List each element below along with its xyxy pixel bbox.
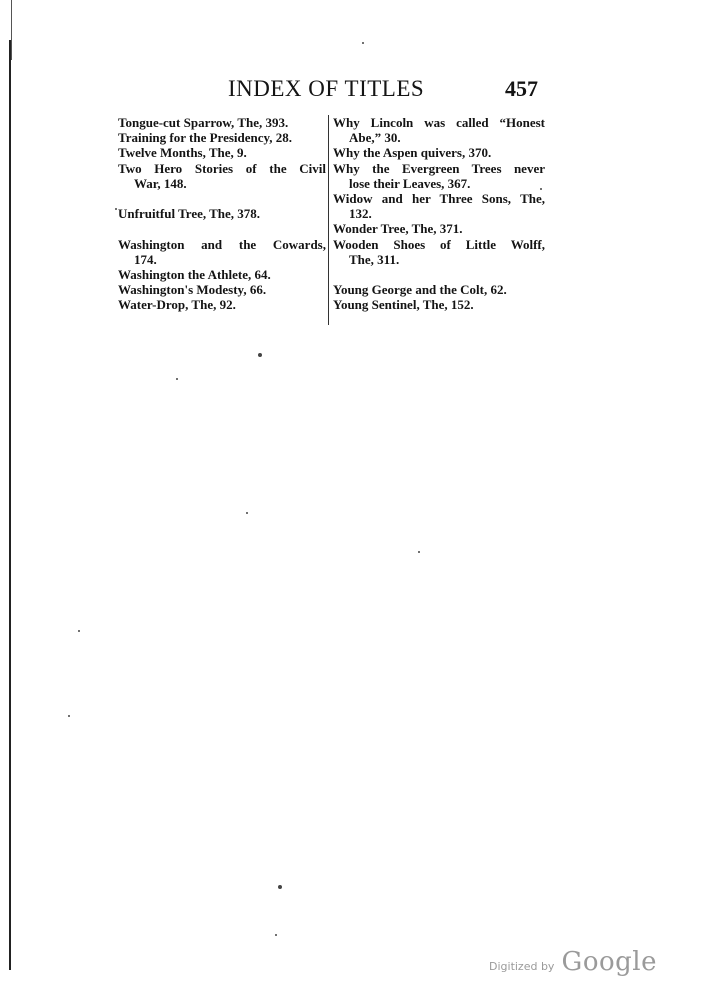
page-edge-shadow <box>9 40 11 970</box>
index-entry-continuation: War, 148. <box>134 175 187 191</box>
index-entry-text: Tongue-cut Sparrow, The, 393. <box>118 115 289 130</box>
index-entry <box>333 145 545 160</box>
index-entry-continuation: 174. <box>134 251 157 267</box>
index-entry <box>118 145 326 160</box>
index-entry-text: Young Sentinel, The, 152. <box>333 297 474 313</box>
index-entry <box>118 130 326 145</box>
index-entry <box>118 297 326 312</box>
index-entry-text: Wooden Shoes of Little Wolff, <box>333 236 545 252</box>
index-column-right <box>333 115 545 313</box>
index-entry <box>333 115 545 145</box>
index-entry-text: Widow and her Three Sons, The, <box>333 191 545 207</box>
scan-speck <box>246 512 248 514</box>
index-entry-text: Wonder Tree, The, 371. <box>333 221 463 237</box>
index-entry-text: Unfruitful Tree, The, 378. <box>118 206 261 222</box>
index-entry-text: Why the Aspen quivers, 370. <box>333 145 492 161</box>
column-divider <box>328 115 329 325</box>
index-entry-continuation: Abe,” 30. <box>349 130 401 146</box>
page-edge-shadow-top <box>11 0 12 60</box>
scan-speck <box>258 353 262 357</box>
scan-speck <box>176 378 178 380</box>
index-entry-continuation: lose their Leaves, 367. <box>349 175 471 191</box>
google-logo: Google <box>561 947 657 977</box>
scan-speck <box>68 715 70 717</box>
index-entry-text: Two Hero Stories of the Civil <box>118 160 326 176</box>
entry-gap <box>118 191 326 206</box>
index-entry <box>333 297 545 312</box>
index-entry-text: Training for the Presidency, 28. <box>118 130 293 146</box>
index-entry <box>118 267 326 282</box>
entry-gap <box>333 267 545 282</box>
index-entry <box>333 161 545 191</box>
index-entry-text: Washington and the Cowards, <box>118 236 326 252</box>
index-entry-text: Why Lincoln was called “Honest <box>333 115 545 130</box>
page-number: 457 <box>505 76 538 101</box>
index-entry <box>333 221 545 236</box>
index-entry <box>118 282 326 297</box>
index-entry-text: Water-Drop, The, 92. <box>118 297 236 313</box>
scan-speck <box>115 208 117 210</box>
scan-speck <box>362 42 364 44</box>
index-column-left <box>118 115 326 313</box>
page-title: INDEX OF TITLES <box>228 76 425 101</box>
index-entry <box>333 237 545 267</box>
index-entry <box>118 206 326 221</box>
scan-speck <box>540 188 542 190</box>
index-entry-text: Twelve Months, The, 9. <box>118 145 247 161</box>
index-entry <box>118 115 326 130</box>
index-entry-text: Washington the Athlete, 64. <box>118 267 271 282</box>
index-entry <box>118 237 326 267</box>
scan-speck <box>278 885 282 889</box>
index-entry <box>333 282 545 297</box>
index-entry-continuation: 132. <box>349 206 372 222</box>
index-entry <box>118 161 326 191</box>
watermark-prefix: Digitized by <box>489 960 555 973</box>
scan-speck <box>418 551 420 553</box>
digitized-by-google-watermark <box>489 947 657 977</box>
entry-gap <box>118 221 326 236</box>
scan-speck <box>78 630 80 632</box>
index-entry-text: Washington's Modesty, 66. <box>118 282 267 298</box>
index-entry <box>333 191 545 221</box>
scan-speck <box>275 934 277 936</box>
index-entry-text: Young George and the Colt, 62. <box>333 282 507 298</box>
index-entry-text: Why the Evergreen Trees never <box>333 160 545 176</box>
index-entry-continuation: The, 311. <box>349 251 400 267</box>
